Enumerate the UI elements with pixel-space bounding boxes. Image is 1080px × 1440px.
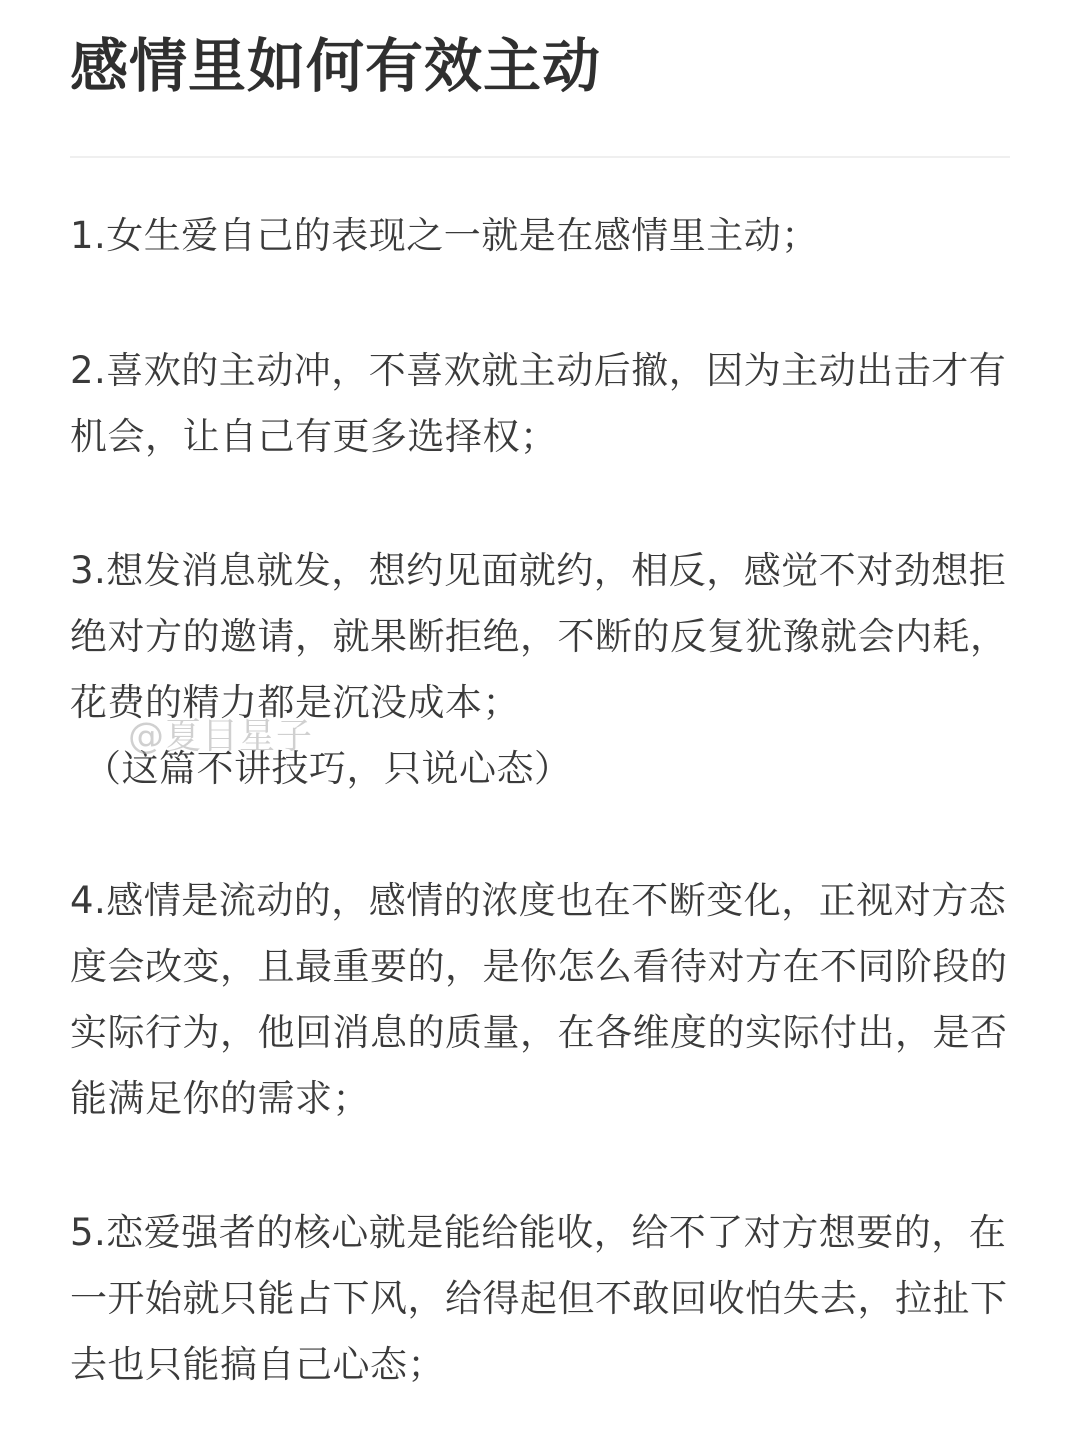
title-divider bbox=[70, 156, 1010, 158]
paragraph-3-note: （这篇不讲技巧，只说心态） bbox=[84, 747, 572, 790]
paragraph-3: 3.想发消息就发，想约见面就约，相反，感觉不对劲想拒绝对方的邀请，就果断拒绝，不断的反复犹豫就会内耗，花费的精力都是沉没成本； bbox=[70, 549, 1008, 724]
paragraph-2: 2.喜欢的主动冲，不喜欢就主动后撤，因为主动出击才有机会，让自己有更多选择权； bbox=[70, 349, 1007, 458]
author-watermark: @夏目星子 bbox=[128, 716, 314, 757]
paragraph-4: 4.感情是流动的，感情的浓度也在不断变化，正视对方态度会改变，且最重要的，是你怎么看待对方在不同阶段的实际行为，他回消息的质量，在各维度的实际付出，是否能满足你的需求； bbox=[70, 879, 1008, 1120]
article-title: 感情里如何有效主动 bbox=[70, 32, 602, 100]
paragraph-5: 5.恋爱强者的核心就是能给能收，给不了对方想要的，在一开始就只能占下风，给得起但不敢回收怕失去，拉扯下去也只能搞自己心态； bbox=[70, 1211, 1008, 1386]
paragraph-1: 1.女生爱自己的表现之一就是在感情里主动； bbox=[70, 214, 819, 257]
